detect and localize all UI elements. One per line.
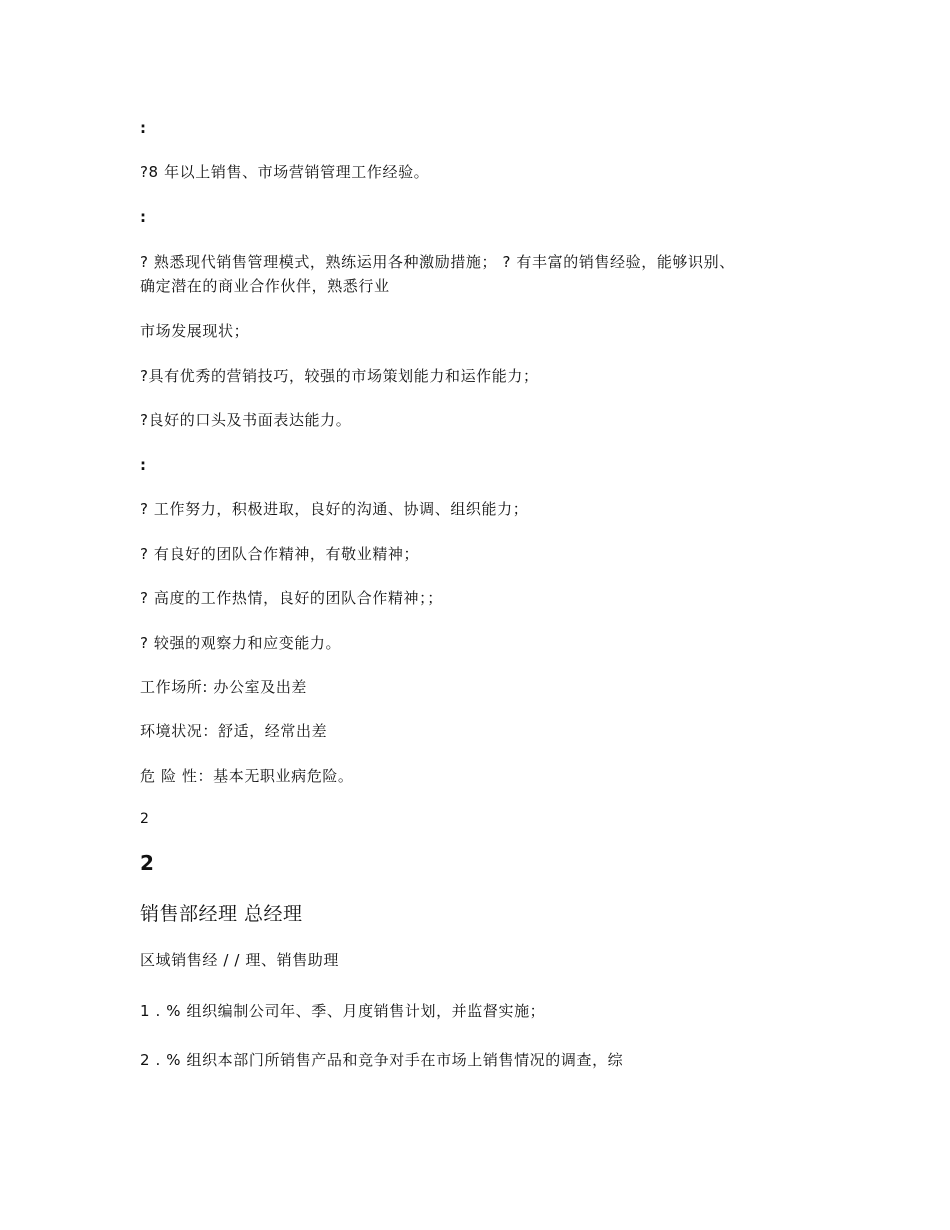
quality-line-4: ? 较强的观察力和应变能力。 [140, 634, 342, 652]
section-colon-2: : [140, 208, 147, 226]
quality-line-3: ? 高度的工作热情，良好的团队合作精神；； [140, 589, 443, 607]
page-number: 2 [140, 811, 150, 827]
skill-line-1-cont: 确定潜在的商业合作伙伴，熟悉行业 [140, 277, 390, 295]
subordinates-line: 区域销售经 / / 理、销售助理 [140, 951, 340, 969]
skill-line-3: ?具有优秀的营销技巧，较强的市场策划能力和运作能力； [140, 367, 539, 385]
experience-line: ?8 年以上销售、市场营销管理工作经验。 [140, 163, 430, 181]
quality-line-2: ? 有良好的团队合作精神，有敬业精神； [140, 545, 420, 563]
duty-item-1: 1 . % 组织编制公司年、季、月度销售计划，并监督实施； [140, 1002, 546, 1020]
skill-line-1: ? 熟悉现代销售管理模式，熟练运用各种激励措施； ? 有丰富的销售经验，能够识别、 [140, 253, 735, 271]
risk-line: 危 险 性：基本无职业病危险。 [140, 767, 354, 785]
duty-item-2: 2 . % 组织本部门所销售产品和竞争对手在市场上销售情况的调查，综 [140, 1051, 624, 1069]
section-number-heading: 2 [140, 851, 155, 875]
section-colon-1: : [140, 119, 147, 137]
position-title-heading: 销售部经理 总经理 [140, 903, 303, 925]
skill-line-2: 市场发展现状； [140, 322, 250, 340]
environment-line: 环境状况：舒适，经常出差 [140, 722, 328, 740]
skill-line-4: ?良好的口头及书面表达能力。 [140, 411, 352, 429]
section-colon-3: : [140, 456, 147, 474]
quality-line-1: ? 工作努力，积极进取，良好的沟通、协调、组织能力； [140, 500, 529, 518]
workplace-line: 工作场所: 办公室及出差 [140, 678, 308, 696]
